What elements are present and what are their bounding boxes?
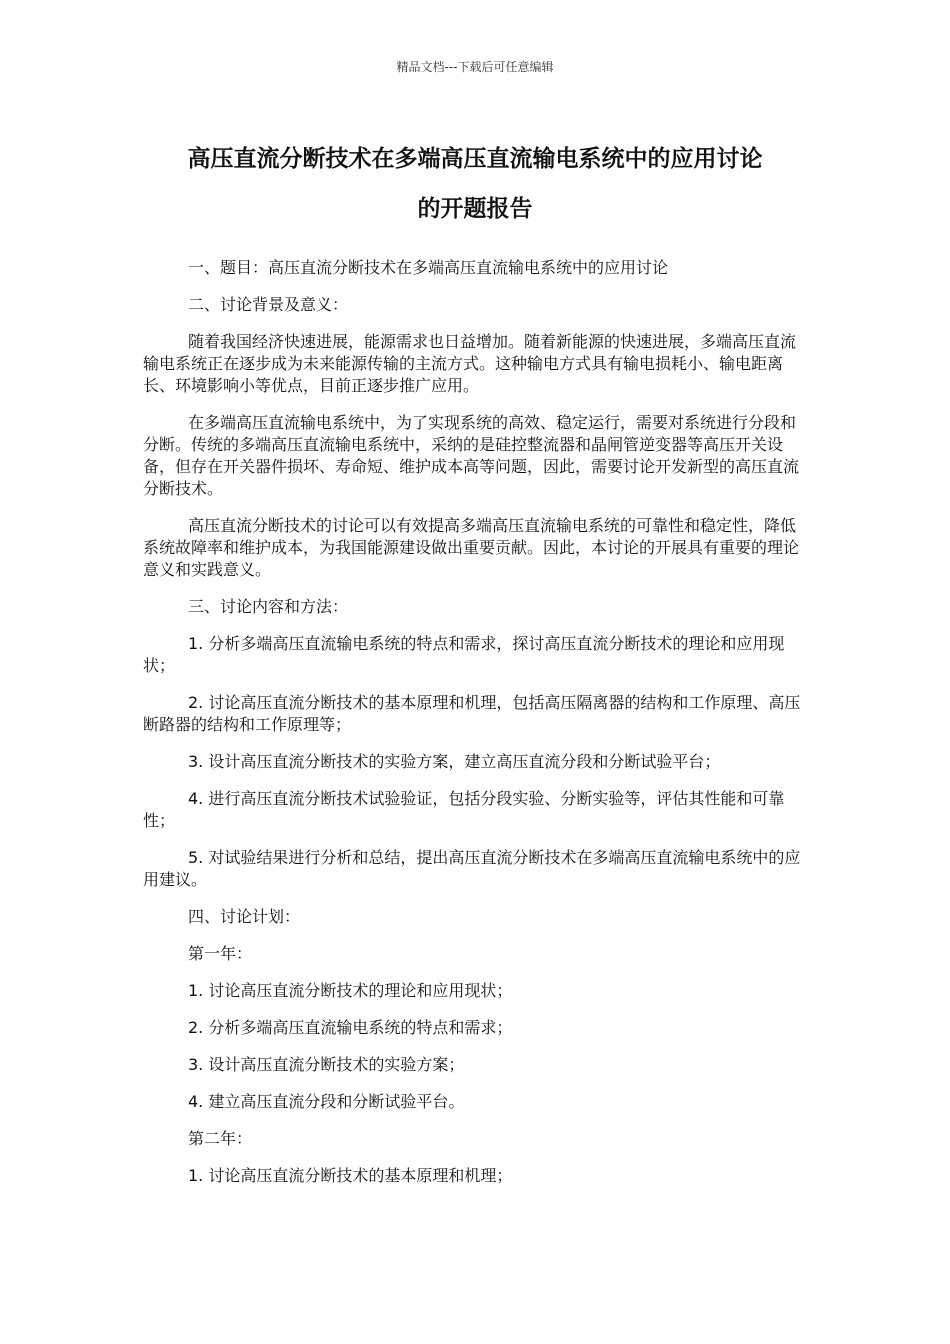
body-paragraph: 在多端高压直流输电系统中，为了实现系统的高效、稳定运行，需要对系统进行分段和分断。传统的多端高压直流输电系统中，采纳的是硅控整流器和晶闸管逆变器等高压开关设备，但存在开关器件损坏、寿命短、维护成本高等问题，因此，需要讨论开发新型的高压直流分断技术。	[143, 413, 800, 498]
list-item: 4. 建立高压直流分段和分断试验平台。	[188, 1092, 465, 1111]
document-title-line-1: 高压直流分断技术在多端高压直流输电系统中的应用讨论	[187, 146, 763, 172]
list-item: 1. 讨论高压直流分断技术的基本原理和机理；	[188, 1166, 513, 1185]
section-topic: 一、题目：高压直流分断技术在多端高压直流输电系统中的应用讨论	[188, 258, 669, 277]
plan-year-heading: 第一年：	[188, 944, 253, 963]
list-item: 1. 分析多端高压直流输电系统的特点和需求，探讨高压直流分断技术的理论和应用现状；	[143, 634, 785, 675]
body-paragraph: 随着我国经济快速进展，能源需求也日益增加。随着新能源的快速进展，多端高压直流输电系统正在逐步成为未来能源传输的主流方式。这种输电方式具有输电损耗小、输电距离长、环境影响小等优点，目前正逐步推广应用。	[143, 332, 797, 395]
list-item: 3. 设计高压直流分断技术的实验方案；	[188, 1055, 465, 1074]
list-item: 3. 设计高压直流分断技术的实验方案，建立高压直流分段和分断试验平台；	[188, 752, 721, 771]
section-heading-content-methods: 三、讨论内容和方法：	[188, 597, 349, 616]
page-header-note: 精品文档---下载后可任意编辑	[396, 60, 554, 74]
plan-year-heading: 第二年：	[188, 1129, 253, 1148]
body-paragraph: 高压直流分断技术的讨论可以有效提高多端高压直流输电系统的可靠性和稳定性，降低系统故障率和维护成本，为我国能源建设做出重要贡献。因此，本讨论的开展具有重要的理论意义和实践意义。	[143, 516, 800, 579]
document-body	[143, 257, 808, 1202]
list-item: 1. 讨论高压直流分断技术的理论和应用现状；	[188, 981, 513, 1000]
list-item: 2. 分析多端高压直流输电系统的特点和需求；	[188, 1018, 513, 1037]
list-item: 4. 进行高压直流分断技术试验验证，包括分段实验、分断实验等，评估其性能和可靠性；	[143, 789, 785, 830]
section-heading-plan: 四、讨论计划：	[188, 907, 301, 926]
document-title-line-2: 的开题报告	[417, 196, 533, 222]
list-item: 5. 对试验结果进行分析和总结，提出高压直流分断技术在多端高压直流输电系统中的应用建议。	[143, 848, 801, 889]
list-item: 2. 讨论高压直流分断技术的基本原理和机理，包括高压隔离器的结构和工作原理、高压断路器的结构和工作原理等；	[143, 693, 801, 734]
document-title	[140, 134, 810, 234]
section-heading-background: 二、讨论背景及意义：	[188, 295, 349, 314]
